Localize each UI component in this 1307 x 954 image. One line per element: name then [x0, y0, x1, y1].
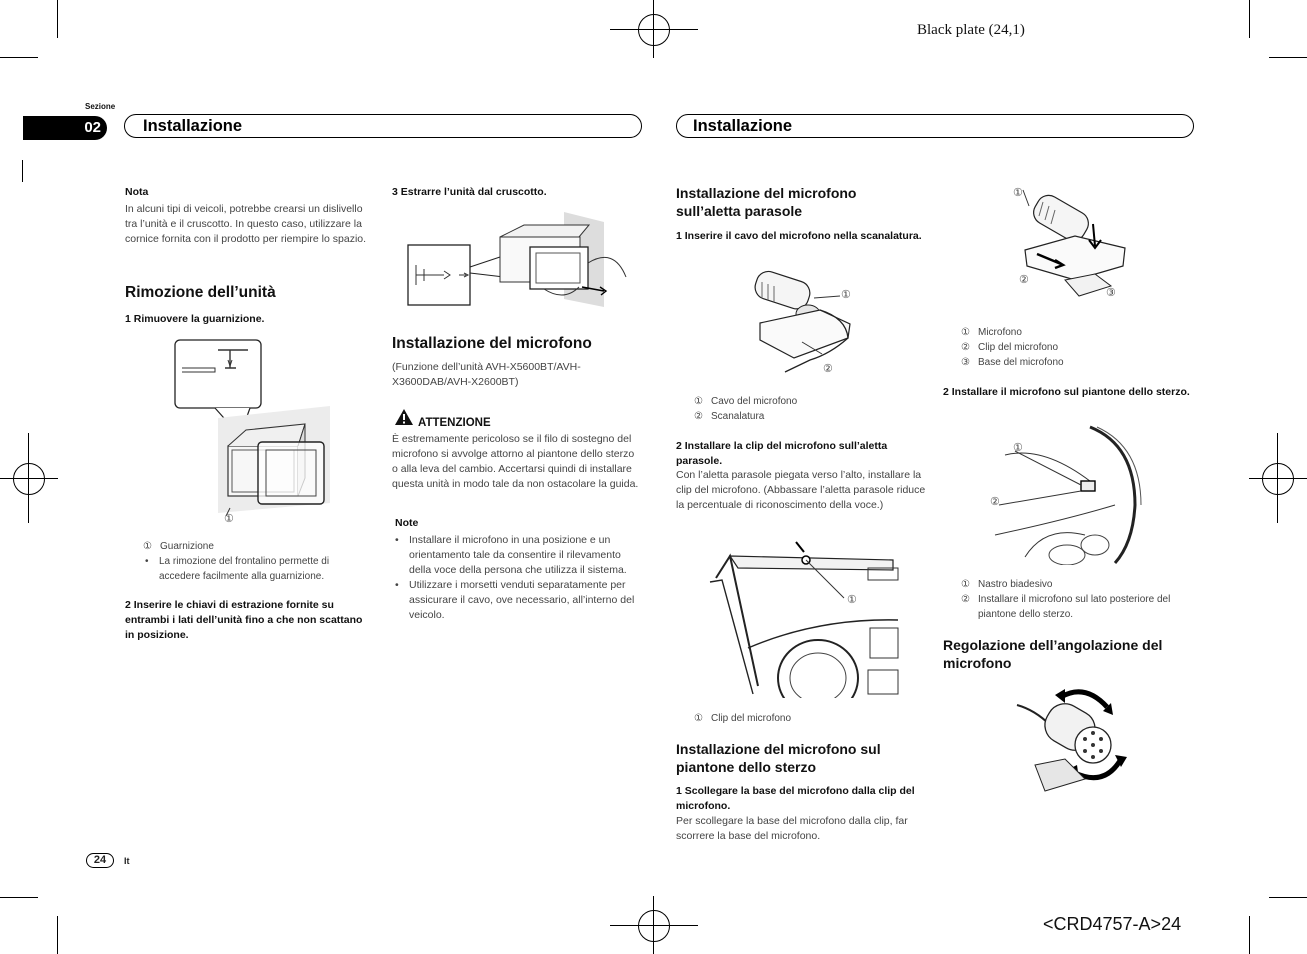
crop-mark	[57, 0, 58, 38]
section-heading-sunvisor: Installazione del microfono sull’aletta parasole	[676, 185, 857, 219]
step-detach-base-text: Per scollegare la base del microfono dalla clip, far scorrere la base del microfono.	[676, 815, 908, 842]
bullet-item: • La rimozione del frontalino permette di accedere facilmente alla guarnizione.	[142, 554, 372, 584]
step-remove-gasket: 1 Rimuovere la guarnizione.	[125, 313, 265, 325]
crop-mark	[22, 160, 23, 182]
legend-text: Guarnizione	[160, 541, 214, 552]
legend-item	[961, 355, 1064, 370]
step-install-clip-text: Con l’aletta parasole piegata verso l’alto, installare la clip del microfono. (Abbassare l’aletta parasole riduce la percentuale di riconoscimento della voce.)	[676, 469, 926, 511]
note-list	[392, 533, 640, 623]
legend-number: ①	[961, 327, 970, 338]
legend-text: Cavo del microfono	[711, 396, 798, 407]
step-pull-unit: 3 Estrarre l’unità dal cruscotto.	[392, 186, 547, 198]
legend-number: ②	[961, 594, 970, 605]
legend-text: Base del microfono	[978, 357, 1064, 368]
step-insert-cable: 1 Inserire il cavo del microfono nella scanalatura.	[676, 230, 922, 242]
header-right-title: Installazione	[693, 117, 793, 135]
steering-column-figure	[985, 425, 1145, 565]
note-item: • Installare il microfono in una posizione e un orientamento tale da consentire il rilevamento della voce della persona che utilizza il sistema.	[392, 533, 640, 578]
crop-mark	[1269, 57, 1307, 58]
note-item: • Utilizzare i morsetti venduti separatamente per assicurare il cavo, ove necessario, all’interno del veicolo.	[392, 578, 640, 623]
figure-callout: ①	[841, 289, 851, 301]
legend-text: Installare il microfono sul lato posteriore del piantone dello sterzo.	[978, 594, 1171, 620]
legend-number: ①	[961, 579, 970, 590]
crop-mark	[57, 916, 58, 954]
page-number: 24	[93, 854, 107, 866]
step-insert-keys: 2 Inserire le chiavi di estrazione fornite su entrambi i lati dell’unità fino a che non scattano in posizione.	[125, 599, 363, 641]
legend-item	[961, 340, 1058, 355]
header-left-title: Installazione	[143, 117, 243, 135]
note-title: Note	[395, 517, 419, 529]
gasket-removal-figure	[170, 338, 335, 518]
crop-mark	[1249, 0, 1250, 38]
mic-angle-figure	[1015, 685, 1130, 795]
figure-callout: ①	[1013, 187, 1023, 199]
step-detach-base: 1 Scollegare la base del microfono dalla clip del microfono.	[676, 785, 915, 812]
registration-mark	[13, 463, 45, 495]
figure-callout: ①	[847, 594, 857, 606]
legend-item	[961, 592, 1191, 622]
figure-callout: ②	[1019, 274, 1029, 286]
legend-text: Scanalatura	[711, 411, 765, 422]
crop-mark	[0, 897, 38, 898]
registration-mark	[1262, 463, 1294, 495]
black-plate-label: Black plate (24,1)	[917, 22, 1025, 38]
figure-callout: ③	[1106, 287, 1116, 299]
registration-mark	[638, 910, 670, 942]
registration-line	[0, 478, 58, 479]
crop-mark	[0, 57, 38, 58]
legend-number: ①	[143, 541, 152, 552]
section-heading-angle: Regolazione dell’angolazione del microfono	[943, 637, 1163, 671]
legend-number: ②	[694, 411, 703, 422]
section-badge	[23, 116, 107, 140]
warning-title: ATTENZIONE	[418, 417, 491, 429]
legend-number: ①	[694, 396, 703, 407]
legend-number: ①	[694, 713, 703, 724]
language-code: It	[124, 856, 130, 866]
legend-text: Nastro biadesivo	[978, 579, 1053, 590]
page-number-badge	[86, 853, 114, 868]
section-label: Sezione	[85, 102, 116, 111]
legend-item	[961, 577, 1052, 592]
crop-mark	[1269, 897, 1307, 898]
sunvisor-clip-figure	[708, 538, 900, 698]
figure-callout: ②	[823, 363, 833, 375]
unit-extraction-figure	[404, 207, 634, 312]
section-number: 02	[84, 119, 101, 136]
nota-title: Nota	[125, 186, 149, 198]
warning-text: È estremamente pericoloso se il filo di sostegno del microfono si avvolge attorno al piantone dello sterzo o alla leva del cambio. Accertarsi quindi di installare questa unità in modo tale da non ostacolare la guida.	[392, 433, 639, 490]
bullet-list	[142, 554, 372, 584]
nota-text: In alcuni tipi di veicoli, potrebbe crearsi un dislivello tra l’unità e il cruscotto. In questo caso, utilizzare la cornice fornita con il prodotto per riempire lo spazio.	[125, 203, 367, 245]
section-heading-steering: Installazione del microfono sul piantone dello sterzo	[676, 741, 881, 775]
legend-item	[961, 325, 1022, 340]
function-subtitle: (Funzione dell’unità AVH-X5600BT/AVH-X3600DAB/AVH-X2600BT)	[392, 361, 581, 388]
registration-line	[610, 29, 698, 30]
step-install-steering: 2 Installare il microfono sul piantone dello sterzo.	[943, 386, 1190, 398]
registration-mark	[638, 14, 670, 46]
registration-line	[1249, 478, 1307, 479]
warning-icon	[394, 408, 414, 426]
section-heading-removal: Rimozione dell’unità	[125, 284, 276, 301]
legend-item	[694, 409, 764, 424]
figure-callout: ①	[224, 513, 234, 525]
legend-item	[694, 394, 797, 409]
section-heading-microphone: Installazione del microfono	[392, 335, 592, 352]
figure-callout: ②	[990, 496, 1000, 508]
header-left	[124, 114, 642, 138]
legend-text: Clip del microfono	[711, 713, 792, 724]
step-install-clip: 2 Installare la clip del microfono sull’aletta parasole.	[676, 440, 888, 467]
registration-line	[610, 925, 698, 926]
legend-number: ②	[961, 342, 970, 353]
header-right	[676, 114, 1194, 138]
mic-cable-groove-figure	[750, 268, 860, 378]
legend-text: Microfono	[978, 327, 1022, 338]
legend-item	[694, 711, 791, 726]
legend-item	[143, 539, 214, 554]
figure-callout: ①	[1013, 442, 1023, 454]
legend-text: Clip del microfono	[978, 342, 1059, 353]
legend-number: ③	[961, 357, 970, 368]
document-code: <CRD4757-A>24	[1043, 914, 1182, 934]
crop-mark	[1249, 916, 1250, 954]
